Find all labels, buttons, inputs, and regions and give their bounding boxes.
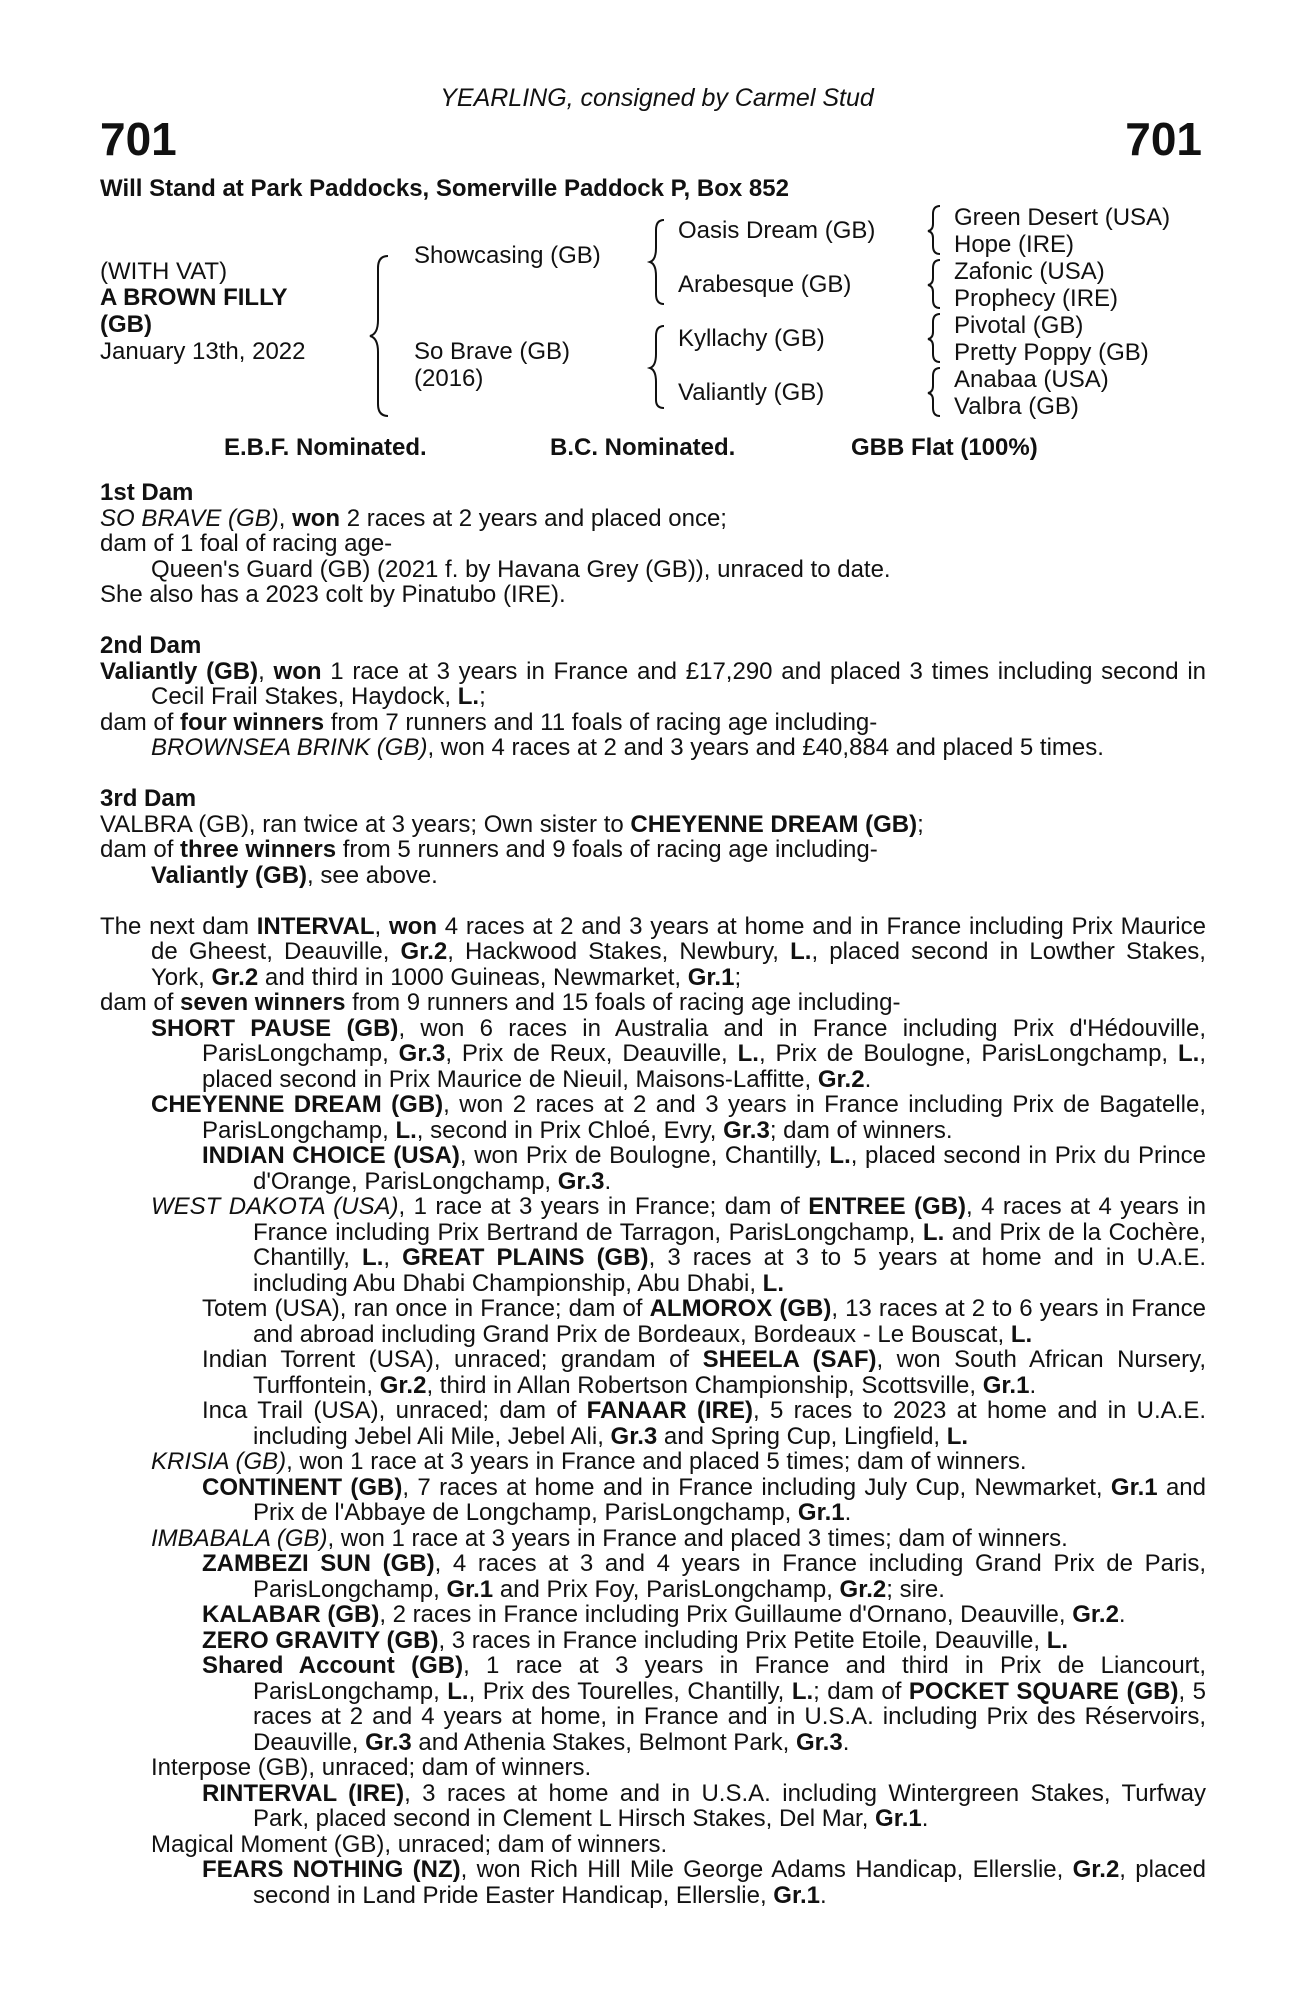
vat-note: (WITH VAT) (100, 258, 228, 285)
pedigree-sire-sire: Oasis Dream (GB) (678, 217, 876, 244)
entry-magical-moment: Magical Moment (GB), unraced; dam of winners. (151, 1830, 668, 1858)
first-dam-note: She also has a 2023 colt by Pinatubo (IRE). (100, 581, 566, 608)
third-dam-line: VALBRA (GB), ran twice at 3 years; Own sister to CHEYENNE DREAM (GB); (100, 810, 924, 838)
pedigree-sdd: Prophecy (IRE) (954, 285, 1119, 312)
pedigree-dds: Anabaa (USA) (954, 366, 1109, 393)
pedigree-dam-dam: Valiantly (GB) (678, 379, 825, 406)
catalogue-body (100, 480, 1206, 1908)
pedigree-dam: So Brave (GB) (414, 338, 571, 365)
entry-shared-account: Shared Account (GB), 1 race at 3 years in France and third in Prix de Liancourt, ParisLongchamp, L., Prix des Tourelles, Chantilly, L.; dam of POCKET SQUARE (GB), 5 races at 2 and 4 years at home, in France and in U.S.A. including Prix des Réservoirs, Deauville, Gr.3 and Athenia Stakes, Belmont Park, Gr.3. (202, 1652, 1207, 1756)
entry-indian-torrent: Indian Torrent (USA), unraced; grandam of SHEELA (SAF), won South African Nursery, Turffontein, Gr.2, third in Allan Robertson Championship, Scottsville, Gr.1. (202, 1346, 1207, 1399)
horse-breed-origin: (GB) (100, 311, 152, 338)
sale-category-title: YEARLING, consigned by Carmel Stud (440, 84, 874, 112)
entry-indian-choice: INDIAN CHOICE (USA), won Prix de Boulogne, Chantilly, L., placed second in Prix du Prince d'Orange, ParisLongchamp, Gr.3. (202, 1142, 1207, 1195)
entry-continent: CONTINENT (GB), 7 races at home and in France including July Cup, Newmarket, Gr.1 and Prix de l'Abbaye de Longchamp, ParisLongchamp, Gr.1. (202, 1473, 1207, 1526)
next-dam-produce-header: dam of seven winners from 9 runners and 15 foals of racing age including- (100, 989, 901, 1016)
pedigree-dam-year: (2016) (414, 365, 484, 392)
second-dam-produce-header: dam of four winners from 7 runners and 11 foals of racing age including- (100, 708, 878, 736)
pedigree-sire: Showcasing (GB) (414, 242, 601, 269)
first-dam-produce-header: dam of 1 foal of racing age- (100, 530, 393, 557)
pedigree-sds: Zafonic (USA) (954, 258, 1105, 285)
entry-krisia: KRISIA (GB), won 1 race at 3 years in France and placed 5 times; dam of winners. (151, 1448, 1027, 1475)
gbb-flat: GBB Flat (100%) (851, 434, 1038, 461)
entry-kalabar: KALABAR (GB), 2 races in France including Prix Guillaume d'Ornano, Deauville, Gr.2. (202, 1601, 1126, 1628)
pedigree-sss: Green Desert (USA) (954, 204, 1171, 231)
pedigree-dss: Pivotal (GB) (954, 312, 1084, 339)
first-dam-heading: 1st Dam (100, 479, 194, 506)
stand-location: Will Stand at Park Paddocks, Somerville Paddock P, Box 852 (100, 175, 789, 202)
second-dam-line: Valiantly (GB), won 1 race at 3 years in France and £17,290 and placed 3 times including second in Cecil Frail Stakes, Haydock, L.; (100, 657, 1206, 710)
entry-cheyenne-dream: CHEYENNE DREAM (GB), won 2 races at 2 and 3 years in France including Prix de Bagatelle, ParisLongchamp, L., second in Prix Chloé, Evry, Gr.3; dam of winners. (151, 1091, 1206, 1144)
first-dam-produce-1: Queen's Guard (GB) (2021 f. by Havana Grey (GB)), unraced to date. (151, 555, 891, 583)
pedigree-dsd: Pretty Poppy (GB) (954, 339, 1149, 366)
third-dam-heading: 3rd Dam (100, 785, 197, 812)
horse-dob: January 13th, 2022 (100, 338, 306, 365)
entry-fears-nothing: FEARS NOTHING (NZ), won Rich Hill Mile George Adams Handicap, Ellerslie, Gr.2, placed second in Land Pride Easter Handicap, Ellerslie, Gr.1. (202, 1856, 1206, 1909)
third-dam-produce-1: Valiantly (GB), see above. (151, 861, 438, 889)
entry-interpose: Interpose (GB), unraced; dam of winners. (151, 1754, 592, 1781)
entry-west-dakota: WEST DAKOTA (USA), 1 race at 3 years in France; dam of ENTREE (GB), 4 races at 4 years in France including Prix Bertrand de Tarragon, ParisLongchamp, L. and Prix de la Cochère, Chantilly, L., GREAT PLAINS (GB), 3 races at 3 to 5 years at home and in U.A.E. including Abu Dhabi Championship, Abu Dhabi, L. (151, 1193, 1207, 1297)
entry-imbabala: IMBABALA (GB), won 1 race at 3 years in France and placed 3 times; dam of winners. (151, 1524, 1068, 1552)
lot-number-left: 701 (100, 113, 177, 165)
entry-inca-trail: Inca Trail (USA), unraced; dam of FANAAR (IRE), 5 races to 2023 at home and in U.A.E. including Jebel Ali Mile, Jebel Ali, Gr.3 and Spring Cup, Lingfield, L. (202, 1397, 1207, 1450)
entry-totem: Totem (USA), ran once in France; dam of ALMOROX (GB), 13 races at 2 to 6 years in France and abroad including Grand Prix de Bordeaux, Bordeaux - Le Bouscat, L. (202, 1295, 1207, 1348)
entry-zambezi-sun: ZAMBEZI SUN (GB), 4 races at 3 and 4 years in France including Grand Prix de Paris, ParisLongchamp, Gr.1 and Prix Foy, ParisLongchamp, Gr.2; sire. (202, 1550, 1206, 1603)
bc-nomination: B.C. Nominated. (550, 434, 736, 461)
second-dam-produce-1: BROWNSEA BRINK (GB), won 4 races at 2 and 3 years and £40,884 and placed 5 times. (151, 734, 1104, 761)
second-dam-heading: 2nd Dam (100, 632, 202, 659)
pedigree-dam-sire: Kyllachy (GB) (678, 325, 825, 352)
third-dam-produce-header: dam of three winners from 5 runners and 9 foals of racing age including- (100, 836, 878, 863)
entry-rinterval: RINTERVAL (IRE), 3 races at home and in U.S.A. including Wintergreen Stakes, Turfway Park, placed second in Clement L Hirsch Stakes, Del Mar, Gr.1. (202, 1779, 1206, 1832)
ebf-nomination: E.B.F. Nominated. (224, 434, 427, 461)
pedigree-ssd: Hope (IRE) (954, 231, 1075, 258)
entry-short-pause: SHORT PAUSE (GB), won 6 races in Australia and in France including Prix d'Hédouville, ParisLongchamp, Gr.3, Prix de Reux, Deauville, L., Prix de Boulogne, ParisLongchamp, L., placed second in Prix Maurice de Nieuil, Maisons-Laffitte, Gr.2. (151, 1014, 1206, 1093)
pedigree-ddd: Valbra (GB) (954, 393, 1079, 420)
first-dam-line: SO BRAVE (GB), won 2 races at 2 years and placed once; (100, 504, 727, 532)
horse-description: A BROWN FILLY (100, 284, 288, 311)
lot-number-right: 701 (1125, 113, 1202, 165)
pedigree-sire-dam: Arabesque (GB) (678, 271, 852, 298)
next-dam-line: The next dam INTERVAL, won 4 races at 2 and 3 years at home and in France including Prix Maurice de Gheest, Deauville, Gr.2, Hackwood Stakes, Newbury, L., placed second in Lowther Stakes, York, Gr.2 and third in 1000 Guineas, Newmarket, Gr.1; (100, 912, 1206, 991)
entry-zero-gravity: ZERO GRAVITY (GB), 3 races in France including Prix Petite Etoile, Deauville, L. (202, 1626, 1069, 1654)
